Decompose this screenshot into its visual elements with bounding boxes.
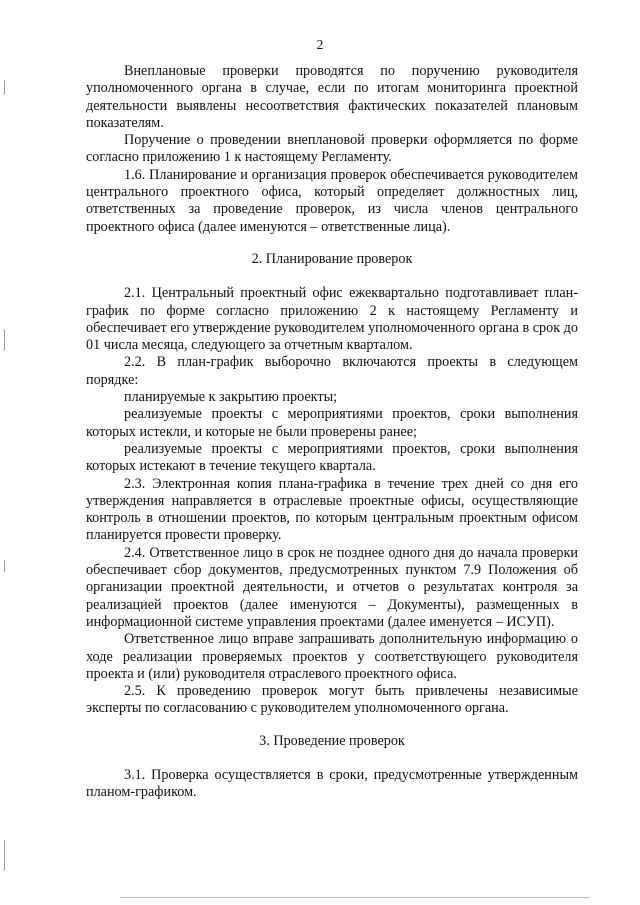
- list-item-closing-projects: планируемые к закрытию проекты;: [124, 389, 338, 406]
- document-body: [86, 63, 578, 802]
- paragraph-2-2: 2.2. В план-график выборочно включаются проекты в следующем порядке:: [86, 354, 578, 388]
- paragraph-3-1: 3.1. Проверка осуществляется в сроки, предусмотренные утвержденным планом-графиком.: [86, 766, 578, 801]
- paragraph-2-1: 2.1. Центральный проектный офис ежеквартально подготавливает план-график по форме согласно приложению 2 к настоящему Регламенту и обеспечивает его утверждение руководителем уполномоченного органа в срок до 01 числа месяца, следующего за отчетным кварталом.: [86, 285, 578, 354]
- list-item-expired-projects: реализуемые проекты с мероприятиями проектов, сроки выполнения которых истекли, и которые не были проверены ранее;: [86, 406, 578, 440]
- paragraph-1-6: 1.6. Планирование и организация проверок обеспечивается руководителем центрального проектного офиса, который определяет должностных лиц, ответственных за проведение проверок, из числа членов центрального проектного офиса (далее именуются – ответственные лица).: [86, 166, 578, 235]
- paragraph-2-3: 2.3. Электронная копия плана-графика в течение трех дней со дня его утверждения направляется в отраслевые проектные офисы, осуществляющие контроль в отношении проектов, по которым центральным проектным офисом планируется провести проверку.: [86, 475, 578, 544]
- section-heading-planning: 2. Планирование проверок: [251, 250, 413, 267]
- paragraph-2-5: 2.5. К проведению проверок могут быть привлечены независимые эксперты по согласованию с руководителем уполномоченного органа.: [86, 683, 578, 717]
- list-item-current-quarter-projects: реализуемые проекты с мероприятиями проектов, сроки выполнения которых истекают в течение текущего квартала.: [86, 440, 578, 475]
- section-heading-conduct: 3. Проведение проверок: [259, 732, 405, 749]
- paragraph-unscheduled-inspections: Внеплановые проверки проводятся по поручению руководителя уполномоченного органа в случае, если по итогам мониторинга проектной деятельности выявлены несоответствия фактических показателей плановым показателям.: [86, 63, 578, 131]
- paragraph-inspection-order: Поручение о проведении внеплановой проверки оформляется по форме согласно приложению 1 к настоящему Регламенту.: [86, 132, 578, 166]
- paragraph-responsible-person: Ответственное лицо вправе запрашивать дополнительную информацию о ходе реализации проверяемых проектов у соответствующего руководителя проекта и (или) руководителя отраслевого проектного офиса.: [86, 631, 578, 682]
- page-number: 2: [316, 37, 324, 52]
- scan-bottom-edge: [120, 897, 590, 898]
- paragraph-2-4: 2.4. Ответственное лицо в срок не позднее одного дня до начала проверки обеспечивает сбор документов, предусмотренных пунктом 7.9 Положения об организации проектной деятельности, и отчетов о результатах контроля за реализацией проектов (далее именуются – Документы), размещенных в информационной системе управления проектами (далее именуется – ИСУП).: [86, 544, 578, 630]
